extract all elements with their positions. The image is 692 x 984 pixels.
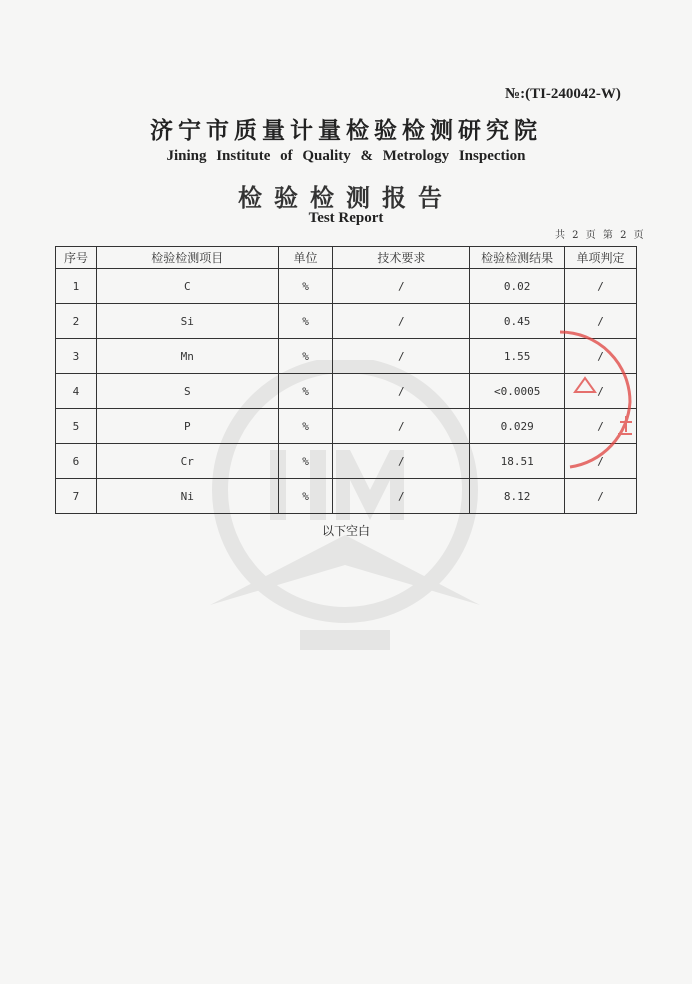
cell-judgement: / — [565, 409, 637, 444]
col-header-unit: 单位 — [278, 247, 333, 269]
cell-unit: % — [278, 444, 333, 479]
cell-result: 1.55 — [470, 339, 565, 374]
cell-judgement: / — [565, 269, 637, 304]
cell-item: Ni — [96, 479, 278, 514]
col-header-seq: 序号 — [56, 247, 97, 269]
institute-name-cn: 济宁市质量计量检验检测研究院 — [150, 118, 542, 144]
report-title-en: Test Report — [308, 210, 384, 226]
cell-requirement: / — [333, 339, 470, 374]
cell-unit: % — [278, 374, 333, 409]
table-header-row — [56, 247, 637, 269]
official-seal-stamp — [500, 322, 640, 472]
cell-item: C — [96, 269, 278, 304]
table-row — [56, 479, 637, 514]
cell-result: 8.12 — [470, 479, 565, 514]
col-header-judgement: 单项判定 — [565, 247, 637, 269]
cell-item: S — [96, 374, 278, 409]
cell-judgement: / — [565, 479, 637, 514]
cell-judgement: / — [565, 374, 637, 409]
cell-result: 0.029 — [470, 409, 565, 444]
cell-item: Mn — [96, 339, 278, 374]
table-row — [56, 269, 637, 304]
cell-requirement: / — [333, 304, 470, 339]
cell-unit: % — [278, 304, 333, 339]
cell-judgement: / — [565, 339, 637, 374]
cell-requirement: / — [333, 409, 470, 444]
report-number: №:(TI-240042-W) — [505, 86, 621, 102]
cell-unit: % — [278, 409, 333, 444]
cell-result: 0.02 — [470, 269, 565, 304]
cell-requirement: / — [333, 269, 470, 304]
cell-result: <0.0005 — [470, 374, 565, 409]
cell-requirement: / — [333, 444, 470, 479]
cell-seq: 3 — [56, 339, 97, 374]
cell-judgement: / — [565, 304, 637, 339]
cell-item: Cr — [96, 444, 278, 479]
institute-name-en: Jining Institute of Quality & Metrology Inspection — [166, 148, 526, 164]
cell-result: 0.45 — [470, 304, 565, 339]
report-title-cn: 检验检测报告 — [238, 184, 454, 212]
page-indicator: 共 2 页 第 2 页 — [555, 230, 646, 241]
cell-result: 18.51 — [470, 444, 565, 479]
cell-seq: 4 — [56, 374, 97, 409]
col-header-result: 检验检测结果 — [470, 247, 565, 269]
blank-below-note: 以下空白 — [321, 524, 370, 538]
cell-unit: % — [278, 479, 333, 514]
cell-seq: 7 — [56, 479, 97, 514]
cell-item: P — [96, 409, 278, 444]
cell-seq: 1 — [56, 269, 97, 304]
cell-requirement: / — [333, 479, 470, 514]
cell-unit: % — [278, 269, 333, 304]
cell-judgement: / — [565, 444, 637, 479]
col-header-item: 检验检测项目 — [96, 247, 278, 269]
cell-requirement: / — [333, 374, 470, 409]
cell-item: Si — [96, 304, 278, 339]
cell-seq: 2 — [56, 304, 97, 339]
col-header-requirement: 技术要求 — [333, 247, 470, 269]
cell-unit: % — [278, 339, 333, 374]
cell-seq: 6 — [56, 444, 97, 479]
cell-seq: 5 — [56, 409, 97, 444]
